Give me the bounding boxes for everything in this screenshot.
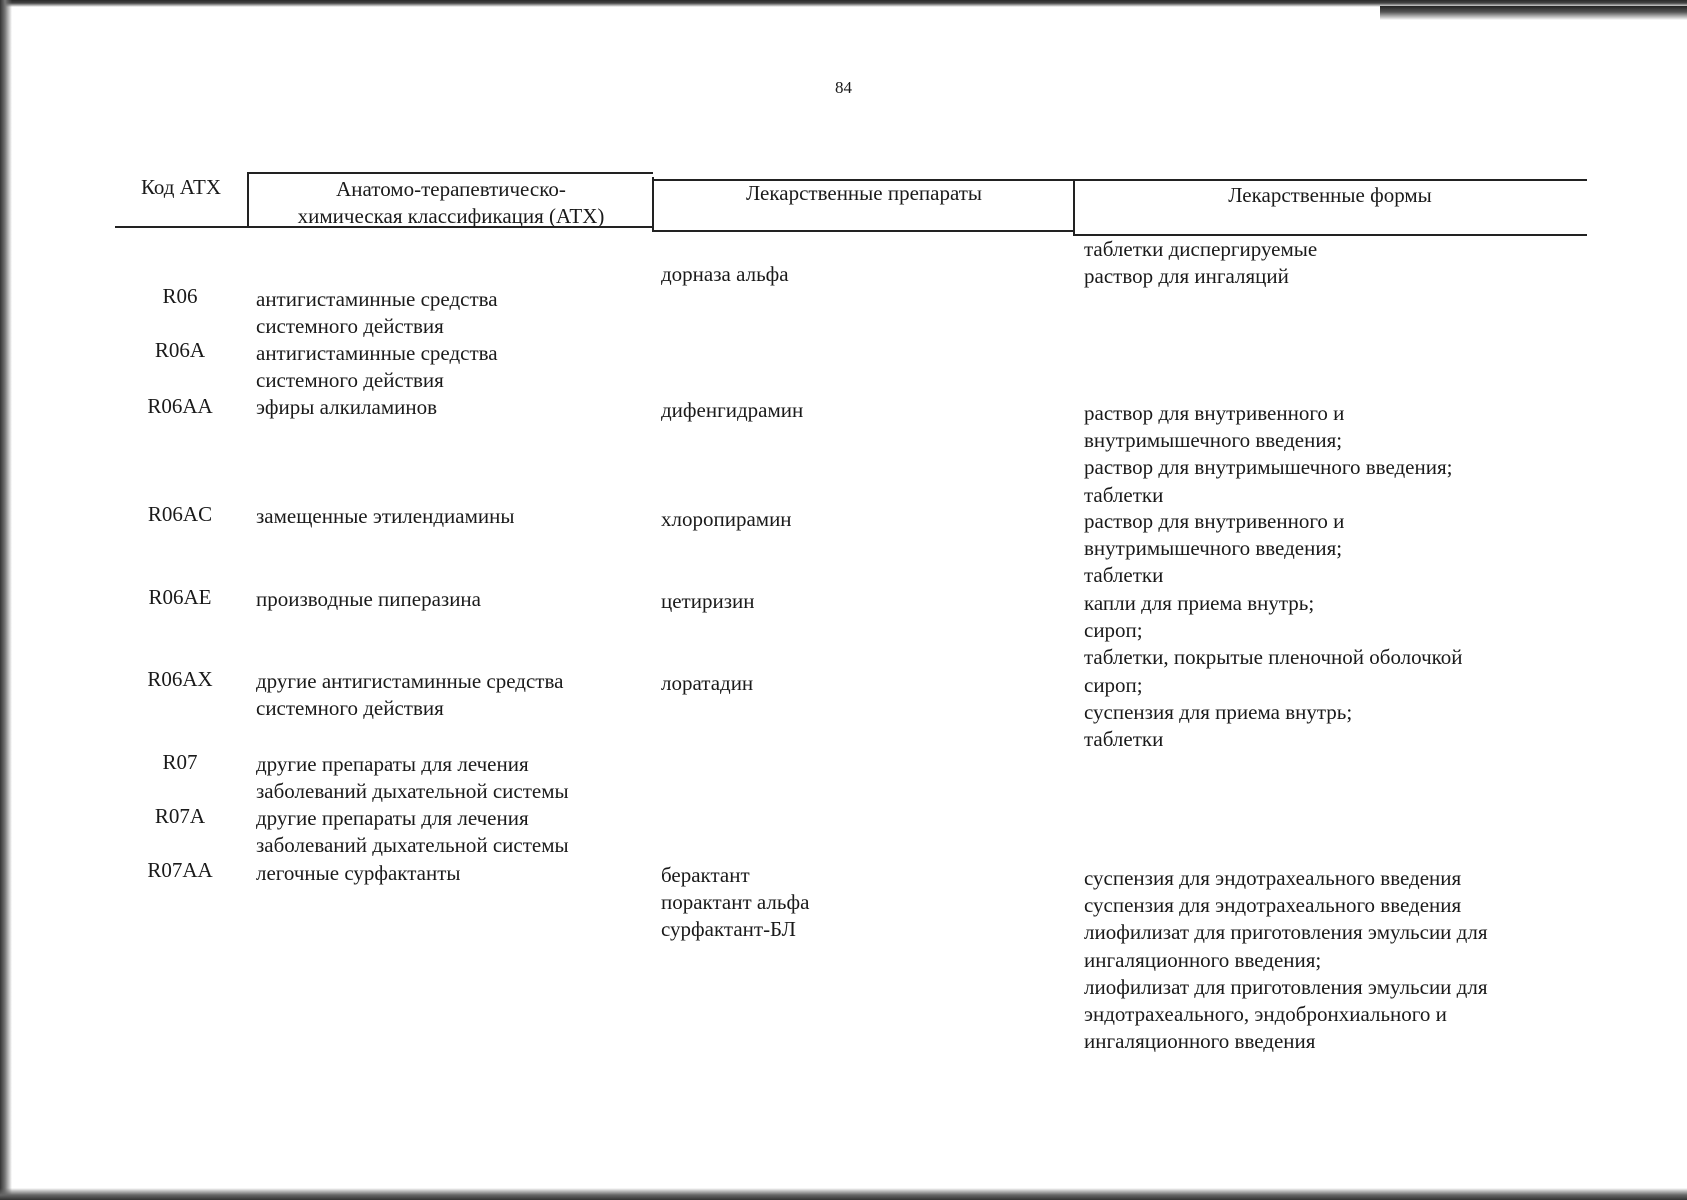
drug-line: сурфактант-БЛ — [661, 917, 796, 942]
header-classification-line: Анатомо-терапевтическо- — [336, 177, 566, 201]
scan-edge-bottom — [0, 1188, 1687, 1200]
drug-cetirizine: цетиризин — [661, 589, 755, 613]
class-line: заболеваний дыхательной системы — [256, 833, 569, 858]
form-line: лиофилизат для приготовления эмульсии для — [1084, 974, 1488, 999]
class-r06ax — [256, 668, 563, 722]
header-classification-line: химическая классификация (АТХ) — [297, 204, 605, 228]
drug-dornase-alfa: дорназа альфа — [661, 262, 789, 286]
class-r06a — [256, 340, 498, 394]
class-line: другие антигистаминные средства — [256, 669, 564, 693]
form-line: раствор для ингаляций — [1084, 264, 1289, 289]
forms-cetirizine — [1084, 590, 1463, 672]
form-line: суспензия для эндотрахеального введения — [1084, 866, 1462, 890]
header-bottom-rule-mid — [653, 230, 1073, 232]
class-r07a — [256, 805, 569, 859]
class-line: легочные сурфактанты — [256, 861, 461, 885]
class-line: замещенные этилендиамины — [256, 504, 515, 528]
form-line: таблетки диспергируемые — [1084, 237, 1318, 261]
code-r07: R07 — [162, 750, 198, 774]
header-forms: Лекарственные формы — [1228, 183, 1432, 207]
class-line: другие препараты для лечения — [256, 806, 529, 830]
form-line: суспензия для эндотрахеального введения — [1084, 893, 1462, 918]
code-r07a: R07A — [154, 804, 206, 828]
class-line: другие препараты для лечения — [256, 752, 529, 776]
header-divider-3 — [1073, 179, 1075, 234]
class-r06 — [256, 286, 498, 340]
drug-diphenhydramine: дифенгидрамин — [661, 398, 804, 422]
form-line: таблетки — [1084, 563, 1164, 588]
form-line: суспензия для приема внутрь; — [1084, 700, 1353, 725]
class-r06ac — [256, 503, 514, 530]
forms-dornase-alfa — [1084, 236, 1317, 290]
header-divider-2 — [652, 177, 654, 232]
form-line: раствор для внутримышечного введения; — [1084, 455, 1453, 480]
forms-loratadine — [1084, 672, 1352, 754]
form-line: таблетки — [1084, 727, 1164, 752]
drug-loratadine: лоратадин — [661, 671, 754, 695]
code-r06ax: R06AX — [147, 667, 213, 691]
form-line: внутримышечного введения; — [1084, 536, 1343, 561]
class-line: заболеваний дыхательной системы — [256, 779, 569, 804]
form-line: сироп; — [1084, 673, 1143, 697]
form-line: раствор для внутривенного и — [1084, 509, 1345, 533]
form-line: раствор для внутривенного и — [1084, 401, 1345, 425]
form-line: сироп; — [1084, 618, 1143, 643]
class-r06aa — [256, 394, 437, 421]
header-drugs: Лекарственные препараты — [745, 181, 983, 205]
code-r07aa: R07AA — [147, 858, 213, 882]
class-line: антигистаминные средства — [256, 287, 498, 311]
drug-chloropyramine: хлоропирамин — [661, 507, 792, 531]
header-top-rule-left — [248, 172, 653, 174]
form-line: внутримышечного введения; — [1084, 428, 1343, 453]
form-line: ингаляционного введения; — [1084, 947, 1322, 972]
code-r06ae: R06AE — [148, 585, 212, 609]
class-line: системного действия — [256, 696, 444, 721]
form-line: ингаляционного введения — [1084, 1029, 1316, 1054]
code-r06: R06 — [162, 284, 198, 308]
drug-line: берактант — [661, 863, 750, 887]
form-line: таблетки — [1084, 482, 1164, 507]
header-classification — [252, 176, 650, 230]
code-r06ac: R06AC — [147, 502, 213, 526]
class-r07aa — [256, 860, 461, 887]
drug-line: порактант альфа — [661, 890, 810, 915]
form-line: капли для приема внутрь; — [1084, 591, 1315, 615]
drugs-surfactants — [661, 862, 809, 944]
class-line: производные пиперазина — [256, 587, 481, 611]
scan-edge-left — [0, 0, 12, 1200]
code-r06aa: R06AA — [147, 394, 213, 418]
code-r06a: R06A — [154, 338, 206, 362]
scan-edge-top-band — [1380, 6, 1687, 20]
class-line: системного действия — [256, 368, 444, 393]
class-line: системного действия — [256, 314, 444, 339]
forms-chloropyramine — [1084, 508, 1344, 590]
forms-diphenhydramine — [1084, 400, 1452, 509]
class-r06ae — [256, 586, 481, 613]
class-r07 — [256, 751, 569, 805]
class-line: антигистаминные средства — [256, 341, 498, 365]
form-line: таблетки, покрытые пленочной оболочкой — [1084, 645, 1463, 670]
forms-surfactants — [1084, 865, 1488, 1055]
form-line: лиофилизат для приготовления эмульсии для — [1084, 920, 1488, 945]
form-line: эндотрахеального, эндобронхиального и — [1084, 1002, 1447, 1027]
header-divider-1 — [247, 172, 249, 228]
header-code: Код АТХ — [140, 175, 222, 199]
class-line: эфиры алкиламинов — [256, 395, 438, 419]
page-number: 84 — [835, 78, 852, 97]
